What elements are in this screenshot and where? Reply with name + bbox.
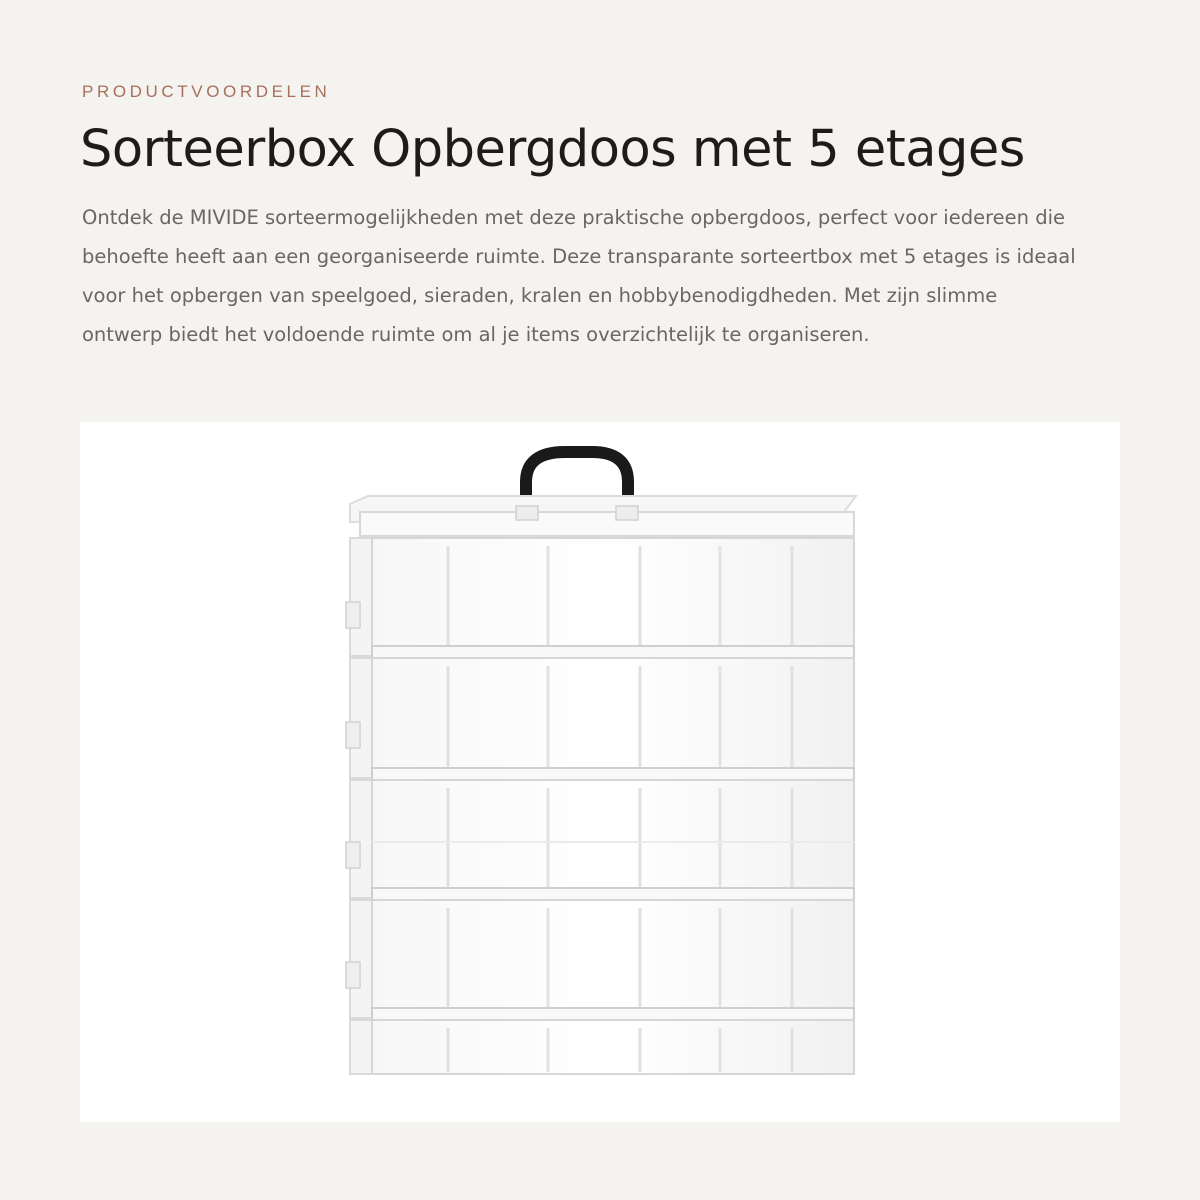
tier-3 [350, 780, 854, 900]
eyebrow-label: PRODUCTVOORDELEN [82, 82, 331, 101]
box-lid [350, 496, 856, 536]
page-title: Sorteerbox Opbergdoos met 5 etages [80, 120, 1025, 179]
product-image-panel [80, 422, 1120, 1122]
tier-5 [350, 1020, 854, 1074]
box-tiers [346, 538, 854, 1074]
tier-4 [350, 900, 854, 1020]
product-description: Ontdek de MIVIDE sorteermogelijkheden met deze praktische opbergdoos, perfect voor iedereen die behoefte heeft aan een georganiseerde ruimte. Deze transparante sorteertbox met 5 etages is ideaal voor het opbergen van speelgoed, sieraden, kralen en hobbybenodigdheden. Met zijn slimme ontwerp biedt het voldoende ruimte om al je items overzichtelijk te organiseren. [82, 206, 1076, 346]
tier-2 [350, 658, 854, 780]
storage-box-illustration [80, 422, 1120, 1122]
tier-1 [350, 538, 854, 658]
